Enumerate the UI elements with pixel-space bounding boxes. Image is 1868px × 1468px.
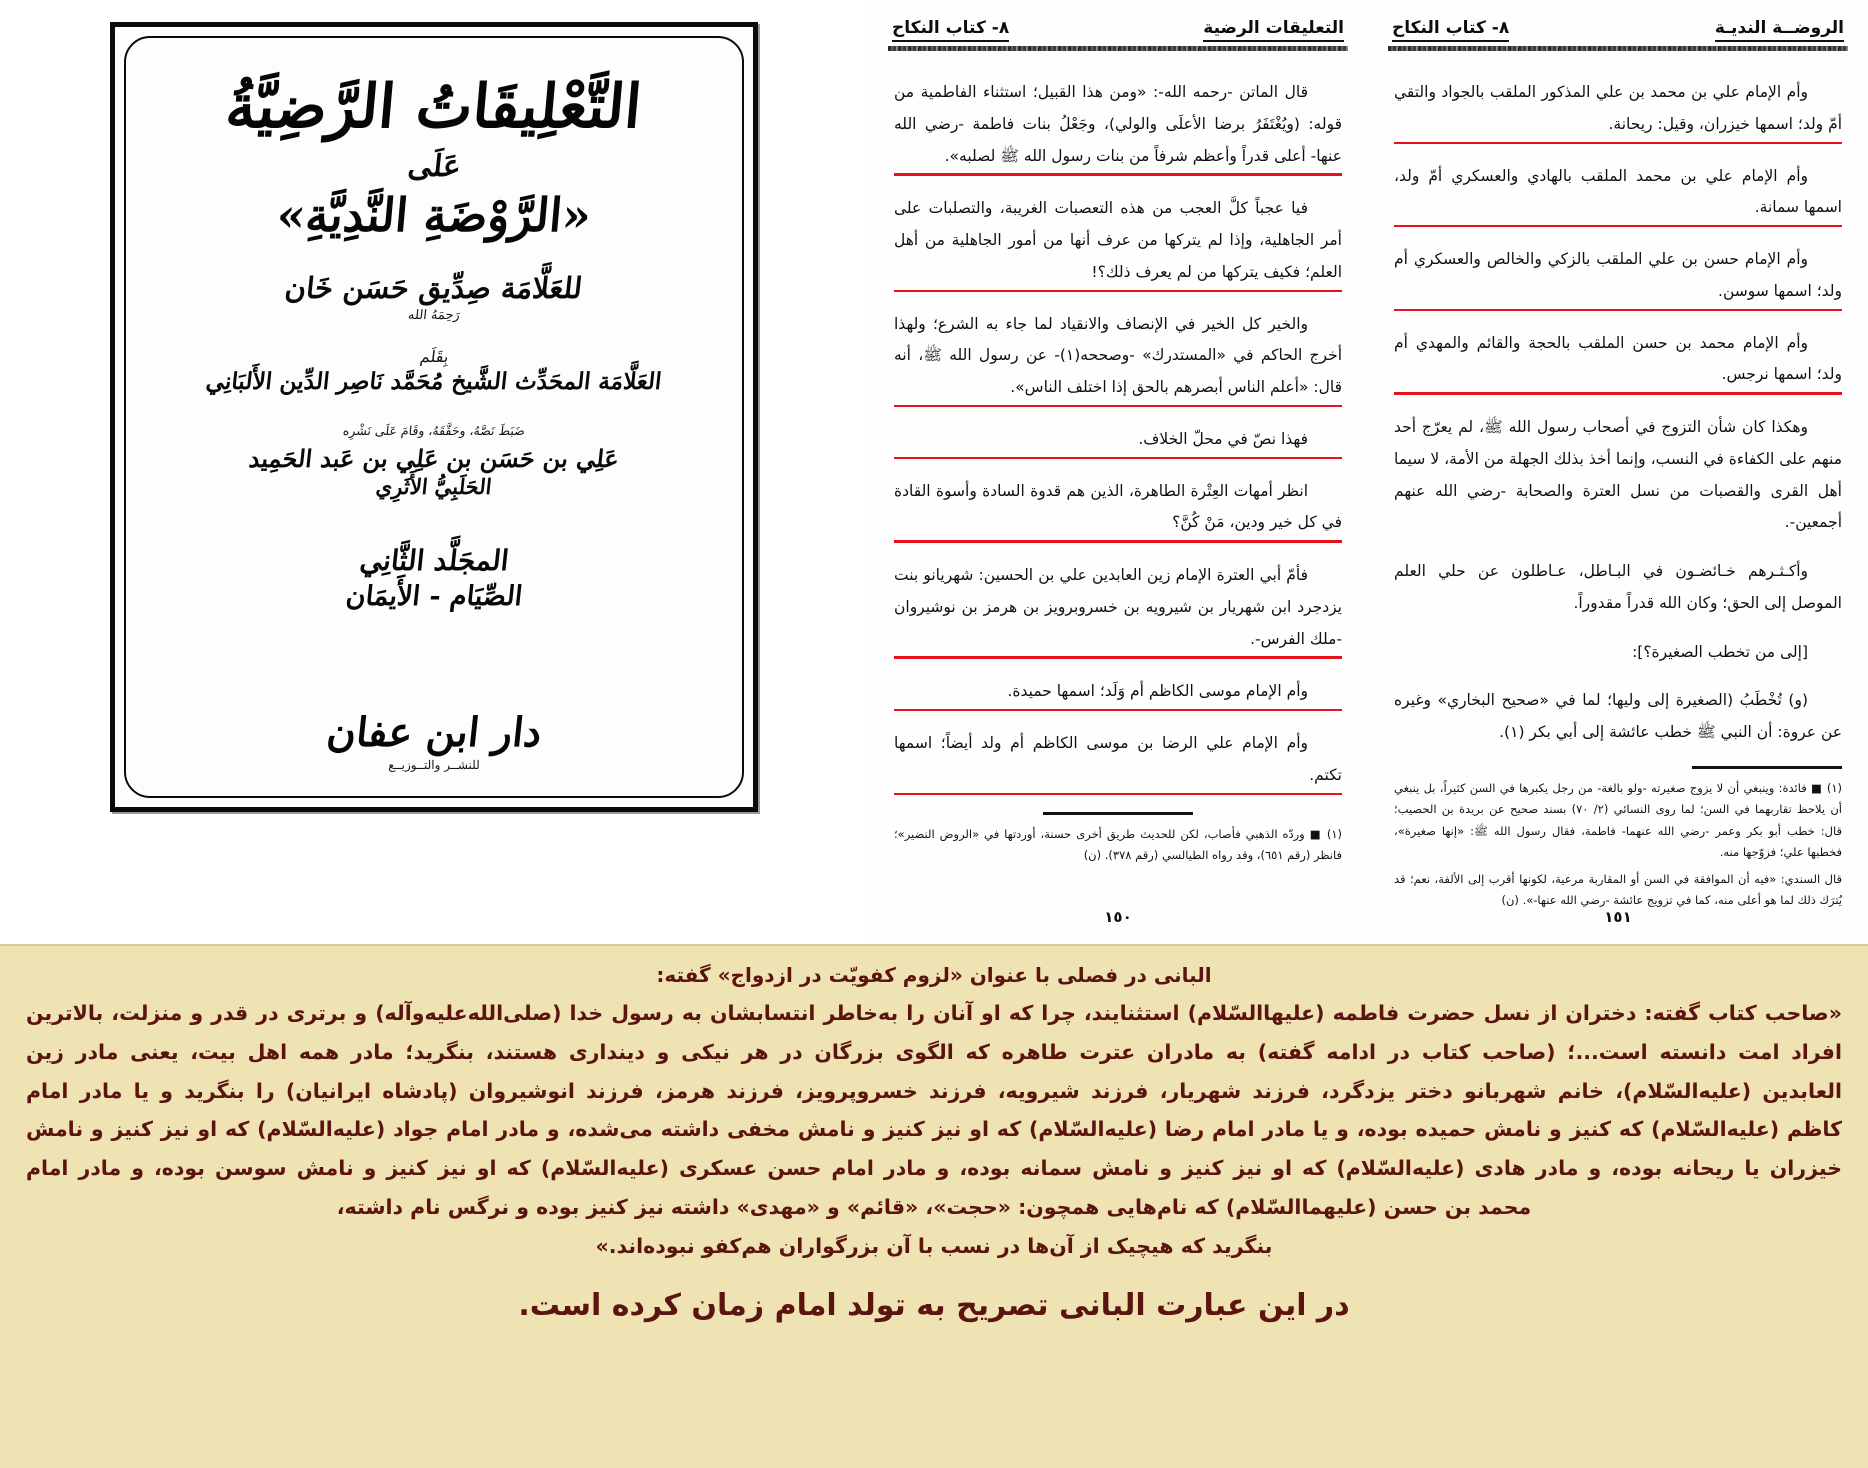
running-head-151 [1392, 18, 1844, 42]
book-cover-panel [0, 0, 868, 944]
cover-author-blessing: رَحِمَهُ الله [407, 307, 461, 323]
book-page-151 [1368, 0, 1868, 944]
commentary-conclusion: در این عبارت البانی تصریح به تولد امام زمان کرده است. [518, 1288, 1350, 1324]
cover-ala: عَلَى [405, 149, 463, 184]
paragraph: فهذا نصّ في محلّ الخلاف. [894, 424, 1342, 459]
cover-editor-line-2: الحَلَبِيُّ الأَثَرِي [374, 473, 494, 499]
commentary-line: افراد امت دانسته است...؛ (صاحب کتاب در ادامه گفته) به مادران عترت طاهره که الگوی بزرگان در هر نیکی و دینداری هستند، بنگرید؛ مادر همه اهل بیت، یعنی مادر زین [26, 1039, 1842, 1064]
paragraph: وأم الإمام علي بن محمد بن علي المذكور الملقب بالجواد والتقي أمّ ولد؛ اسمها خيزران، وقيل: ريحانة. [1394, 77, 1842, 144]
paragraph: وأكـثـرهم خـائضـون في البـاطل، عـاطلون عن حلي العلم الموصل إلى الحق؛ وكان الله قدراً مقدوراً. [1394, 562, 1842, 612]
footnote-separator-151 [1692, 766, 1842, 769]
commentary-line: محمد بن حسن (علیهماالسّلام) که نام‌هایی همچون: «حجت»، «قائم» و «مهدی» داشته نیز کنیز بوده و نرگس نام داشته، [336, 1194, 1532, 1219]
cover-verification-note: ضَبَطَ نَصَّهُ، وحَقَّقَهُ، وقَامَ عَلَى نَشْرِه [342, 422, 526, 438]
section-heading-151: [إلى من تخطب الصغيرة؟]: [1632, 642, 1808, 661]
running-head-150-right: ٨- كتاب النكاح [892, 18, 1009, 42]
cover-subtitle: «الرَّوْضَةِ النَّدِيَّةِ» [274, 188, 594, 242]
commentary-line: بنگرید که هیچیک از آن‌ها در نسب با آن بزرگواران هم‌کفو نبوده‌اند.» [595, 1233, 1273, 1258]
cover-author: للعَلَّامَة صِدِّيق حَسَن خَان [283, 270, 585, 305]
matn-paragraph-151: (و) تُخْطَبُ (الصغيرة إلى وليها؛ لما في «صحيح البخاري» وغيره عن عروة: أن النبي ﷺ خطب عائشة إلى أبي بكر (١). [1394, 691, 1842, 742]
commentary-line: البانی در فصلی با عنوان «لزوم کفویّت در ازدواج» گفته: [656, 963, 1212, 987]
paragraph: فيا عجباً كلَّ العجب من هذه التعصبات الغريبة، والتصلبات على أمر الجاهلية، وإذا لم يتركها من عرف أنها من أمور الجاهلية من أهل العلم؛ فكيف يتركها من لم يعرف ذلك؟! [894, 193, 1342, 291]
header-rule-150 [888, 46, 1348, 51]
cover-publisher-subtitle: للنشــر والتــوزيــع [388, 758, 480, 772]
running-head-151-right: ٨- كتاب النكاح [1392, 18, 1509, 42]
commentary-line: خیزران یا ریحانه بوده، و مادر هادی (علیه‌السّلام) که او نیز کنیز و نامش سمانه بوده، و مادر امام حسن عسکری (علیه‌السّلام) که او نیز کنیز و نامش سوسن بوده، و مادر امام [26, 1156, 1842, 1181]
book-cover-frame [124, 36, 744, 798]
cover-editor-line-1: عَلِي بن حَسَن بن عَلِي بن عَبد الحَمِيد [247, 443, 621, 473]
page-number-150: ١٥٠ [1104, 908, 1132, 926]
cover-publisher: دار ابن عفان [324, 709, 544, 756]
commentary-line: العابدین (علیه‌السّلام)، خانم شهربانو دختر یزدگرد، فرزند شهریار، فرزند شیرویه، فرزند خسروپرویز، فرزند هرمز، فرزند انوشیروان (پادشاه ایرانیان) را بنگرید و یا مادر امام [26, 1078, 1842, 1103]
body-text-150 [894, 77, 1342, 795]
paragraph: وأم الإمام حسن بن علي الملقب بالزكي والخالص والعسكري أم ولد؛ اسمها سوسن. [1394, 244, 1842, 311]
footnote-item: (١) ■ فائدة: وينبغي أن لا يزوج صغيرته -ولو بالغة- من رجل يكبرها في السن كثيراً، بل ينبغي أن يلاحظ تقاربهما في السن؛ لما روى النسائي (٢/ ٧٠) بسند صحيح عن بريدة بن الحصيب؛ قال: خطب أبو بكر وعمر -رضي الله عنهما- فاطمة، فقال رسول الله ﷺ: «إنها صغيرة»، فخطبها علي؛ فزوّجها منه. [1394, 781, 1843, 859]
paragraph: انظر أمهات العِتْرة الطاهرة، الذين هم قدوة السادة وأسوة القادة في كل خير ودين، مَنْ كُنَّ؟ [894, 476, 1342, 544]
paragraph: والخير كل الخير في الإنصاف والانقياد لما جاء به الشرع؛ ولهذا أخرج الحاكم في «المستدرك» -وصححه(١)- عن رسول الله ﷺ، أنه قال: «أعلم الناس أبصرهم بالحق إذا اختلف الناس». [894, 309, 1342, 407]
cover-commentator: العَلَّامَة المحَدِّث الشَّيخ مُحَمَّد نَاصِر الدِّين الأَلبَانِي [204, 367, 664, 395]
running-head-150-left: التعليقات الرضية [1203, 18, 1344, 42]
footnotes-151 [1394, 778, 1842, 912]
body-text-151 [1394, 77, 1842, 749]
book-page-150 [868, 0, 1368, 944]
commentary-line: «صاحب کتاب گفته: دختران از نسل حضرت فاطمه (علیهاالسّلام) استثنایند، چرا که او آنان را به‌خاطر انتسابشان به رسول خدا (صلی‌الله‌علیه‌وآله) و برتری در قدر و منزلت، بالاترین [26, 1001, 1842, 1025]
book-cover [110, 22, 758, 812]
cover-bi-qalam-label: بِقَلَم [418, 346, 450, 366]
cover-volume: المجَلَّد الثَّانِي [357, 543, 511, 577]
paragraph: وهكذا كان شأن التزوج في أصحاب رسول الله ﷺ، لم يعرّج أحد منهم على الكفاءة في النسب، وإنما أخذ بذلك الجهلة من الأمة، لا سيما أهل القرى والقصبات من نسل العترة والصحابة -رضي الله عنهم أجمعين-. [1394, 418, 1842, 532]
paragraph: وأم الإمام موسى الكاظم أم وَلَد؛ اسمها حميدة. [894, 676, 1342, 711]
page-number-151: ١٥١ [1604, 908, 1632, 926]
running-head-150 [892, 18, 1344, 42]
footnotes-150 [894, 824, 1342, 867]
cover-volume-contents: الصِّيَام - الأَيمَان [344, 580, 524, 612]
footnote-separator-150 [1043, 812, 1193, 815]
paragraph: وأم الإمام محمد بن حسن الملقب بالحجة والقائم والمهدي أم ولد؛ اسمها نرجس. [1394, 328, 1842, 396]
paragraph: فأمّ أبي العترة الإمام زين العابدين علي بن الحسين: شهريانو بنت يزدجرد ابن شهريار بن شيرويه بن خسروبرويز بن هرمز بن نوشيروان -ملك الفرس-. [894, 560, 1342, 659]
footnote-item: قال السندي: «فيه أن الموافقة في السن أو المقاربة مرعية، لكونها أقرب إلى الألفة، نعم؛ قد يُترَك ذلك لما هو أعلى منه، كما في تزويج عائشة -رضي الله عنها-». (ن) [1394, 872, 1842, 908]
cover-title: التَّعْلِيقَاتُ الرَّضِيَّةُ [223, 72, 645, 142]
running-head-151-left: الروضــة النديـة [1715, 18, 1844, 42]
paragraph: وأم الإمام علي الرضا بن موسى الكاظم أم ولد أيضاً؛ اسمها تكتم. [894, 728, 1342, 795]
persian-commentary-panel [0, 944, 1868, 1468]
footnote-item: (١) ■ وردّه الذهبي فأصاب، لكن للحديث طريق أخرى حسنة، أوردتها في «الروض النضير»؛ فانظر (رقم ٦٥١)، وقد رواه الطيالسي (رقم ٣٧٨). (ن) [894, 826, 1342, 863]
header-rule-151 [1388, 46, 1848, 51]
paragraph: وأم الإمام علي بن محمد الملقب بالهادي والعسكري أمّ ولد، اسمها سمانة. [1394, 161, 1842, 228]
paragraph: قال الماتن -رحمه الله-: «ومن هذا القبيل؛ استثناء الفاطمية من قوله: (ويُغْتَفَرُ برضا الأعلَى والولي)، وجَعْلُ بنات فاطمة -رضي الله عنها- أعلى قدراً وأعظم شرفاً من بنات رسول الله ﷺ لصلبه». [894, 77, 1342, 176]
commentary-line: کاظم (علیه‌السّلام) که کنیز و نامش حمیده بوده، و یا مادر امام رضا (علیه‌السّلام) که او نیز کنیز و نامش مخفی داشته می‌شده، و مادر امام جواد (علیه‌السّلام) که او نیز کنیز و نامش [26, 1117, 1842, 1142]
